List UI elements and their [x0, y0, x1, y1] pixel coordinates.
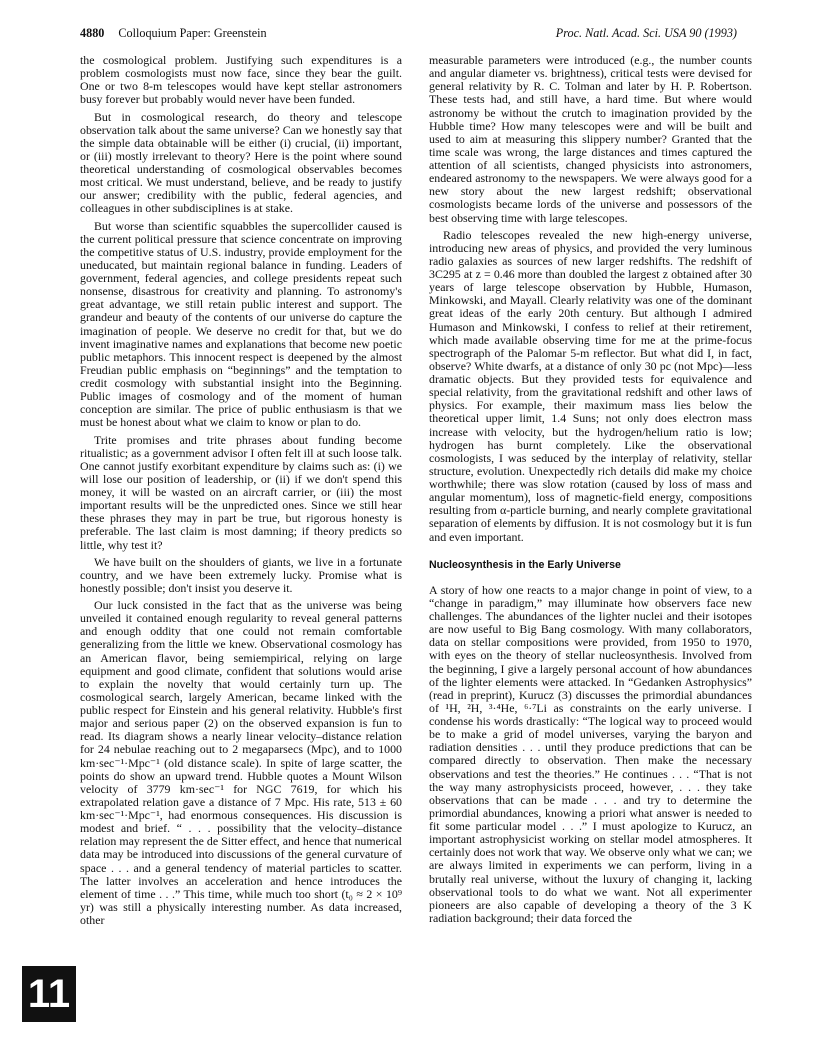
- journal-citation: Proc. Natl. Acad. Sci. USA 90 (1993): [555, 26, 737, 40]
- right-column: [429, 54, 752, 925]
- paragraph: measurable parameters were introduced (e.g., the number counts and angular diameter vs. brightness), critical tests were devised for general relativity by R. C. Tolman and later by H. P. Robertson. These tests had, and still have, a hard time. But where would astronomy be without the crutch to imagination provided by the Hubble time? How many telescopes were and will be built and used to aim at measuring this slippery number? Granted that the time scale was wrong, the large distances and times captured the attention of all scientists, changed physicists into astronomers, endeared astronomy to the newspapers. We were always good for a new story about the new largest redshift; observational cosmologists became lords of the universe and possessors of the best observing time with large telescopes.: [429, 53, 752, 225]
- paragraph: But worse than scientific squabbles the supercollider caused is the current political pressure that science concentrate on improving the competitive status of U.S. industry, provide employment for the uneducated, but maintain regional balance in funding. Leaders of government, federal agencies, and college presidents repeat such nonsense, disastrous for creativity and planning. To astronomy's great advantage, we still retain public interest and support. The grandeur and beauty of the contents of our universe do capture the imagination of people. We deserve no credit for that, but we do invent imaginative names and explanations that become new poetic public metaphors. This innocent respect is deepened by the almost Freudian public emphasis on “beginnings” and the temptation to credit cosmology with substantial insight into the Beginning. Public images of cosmology and of the moment of human conception are similar. The price of public enthusiasm is that we must be honest about what we claim to know or plan to do.: [80, 218, 402, 430]
- paragraph: We have built on the shoulders of giants, we live in a fortunate country, and we have been extremely lucky. Promise what is honestly possible; don't insist you deserve it.: [80, 554, 402, 595]
- paragraph: But in cosmological research, do theory and telescope observation talk about the same universe? Can we honestly say that the simple data obtainable will be either (i) crucial, (ii) important, or (iii) mostly irrelevant to theory? Here is the point where sound theoretical understanding of cosmological observables becomes most critical. We must understand, believe, and be ready to justify our answer; credibility with the public, federal agencies, and colleagues in other subdisciplines is at stake.: [80, 109, 402, 216]
- paragraph: the cosmological problem. Justifying such expenditures is a problem cosmologists must now face, since they bear the guilt. One or two 8-m telescopes would have kept stellar astronomers busy forever but probably would never have been funded.: [80, 53, 402, 107]
- section-heading: Nucleosynthesis in the Early Universe: [429, 558, 621, 571]
- section-number-badge: 11: [22, 966, 76, 1022]
- paragraph: Trite promises and trite phrases about funding become ritualistic; as a government advisor I often felt ill at such loose talk. One cannot justify exorbitant expenditure by claims such as: (i) we will lose our position of leadership, or (ii) if we don't spend this money, it will be wasted on an aircraft carrier, or (iii) the most important results will be the unpredicted ones. Since we still hear these phrases they may in part be true, but rigorous honesty is preferable. The last claim is most damning; if theory predicts so little, why test it?: [80, 432, 402, 552]
- running-title: Colloquium Paper: Greenstein: [118, 26, 267, 40]
- paragraph: A story of how one reacts to a major change in point of view, to a “change in paradigm,” may illuminate how observers face new challenges. The abundances of the lighter nuclei and their isotopes are now useful to Big Bang cosmology. With many collaborators, data on stellar compositions were provided, from 1950 to 1970, with eyes on the theory of stellar nucleosynthesis. Involved from the beginning, I give a largely personal account of how abundances of the lighter elements were attacked. In “Gedanken Astrophysics” (read in preprint), Kurucz (3) discusses the primordial abundances of ¹H, ²H, ³·⁴He, ⁶·⁷Li as constraints on the early universe. I condense his words drastically: “The logical way to proceed would be to make a grid of model universes, varying the baryon and radiation densities . . . until they produce predictions that can be compared directly to observation. Then make the necessary observations and test the theories.” He continues . . . “That is not the way many astrophysicists proceed, however, . . . they take observations that can be made . . . and try to determine the primordial abundances, knowing a priori what answer is needed to fit some particular model . . .” I must apologize to Kurucz, an important astrophysicist working on stellar model atmospheres. It certainly does not work that way. We observe only what we can; we are always limited in experiments we can perform, living in a brutally real universe, without the luxury of changing it, lacking observational tools to do what we want. Not all experimenter pioneers are also capable of developing a theory of the 3 K radiation background; their data forced the: [429, 582, 752, 925]
- paragraph: Our luck consisted in the fact that as the universe was being unveiled it contained enough regularity to reveal general patterns and enough oddity that one could not remain comfortable generalizing from the little we knew. Observational cosmology has an American flavor, being semiempirical, relying on large equipment and good climate, confident that solutions would arise to explain the novelty that would certainly turn up. The cosmological search, largely American, became linked with the public respect for Einstein and his general relativity. Hubble's first major and serious paper (2) on the observed expansion is fun to read. Its diagram shows a nearly linear velocity–distance relation for 24 nebulae reaching out to 2 megaparsecs (Mpc), and to 1000 km·sec⁻¹·Mpc⁻¹ (old distance scale). In spite of large scatter, the points do show an upward trend. Hubble quotes a Mount Wilson velocity of 3779 km·sec⁻¹ for NGC 7619, for which his extrapolated relation gave a distance of 7 Mpc. His rate, 513 ± 60 km·sec⁻¹·Mpc⁻¹, had enormous consequences. His discussion is modest and brief. “ . . . possibility that the velocity–distance relation may represent the de Sitter effect, and hence that numerical data may be introduced into discussions of the general curvature of space . . . and a general tendency of material particles to scatter. The latter involves an acceleration and hence introduces the element of time . . .” This time, while much too short (t₀ ≈ 2 × 10⁹ yr) was still a physically interesting number. As data increased, other: [80, 598, 402, 927]
- page-number: 4880: [80, 26, 105, 40]
- paragraph: Radio telescopes revealed the new high-energy universe, introducing new areas of physics, and provided the very luminous radio galaxies as sources of new larger redshifts. The redshift of 3C295 at z = 0.46 more than doubled the largest z obtained after 30 years of large telescope observation by Hubble, Humason, Minkowski, and Mayall. Clearly relativity was one of the dominant great ideas of the early 20th century. But although I admired Humason and Minkowski, I confess to relief at their retirement, which made available observing time for me at the prime-focus spectrograph of the Palomar 5-m reflector. But what did I, in fact, observe? White dwarfs, at a distance of only 30 pc (not Mpc)—less dramatic objects. But they provided tests for equivalence and special relativity, from the gravitational redshift and other laws of physics. For example, their maximum mass lies below the theoretical upper limit, 1.4 Suns; not only does electron mass increase with velocity, but the hydrogen/helium ratio is low; hydrogen has burnt completely. Like the observational cosmologists, I was seduced by the interplay of relativity, stellar structure, evolution. Unexpectedly rich details did make my choice worthwhile; there was slow rotation (caused by loss of mass and angular momentum), loss of magnetic-field energy, compositions resulting from α-particle burning, and nearly complete gravitational separation of elements by diffusion. It is not cosmology but it is fun and even important.: [429, 227, 752, 544]
- running-header: [80, 26, 737, 42]
- header-left: [80, 26, 267, 41]
- left-column: [80, 54, 402, 927]
